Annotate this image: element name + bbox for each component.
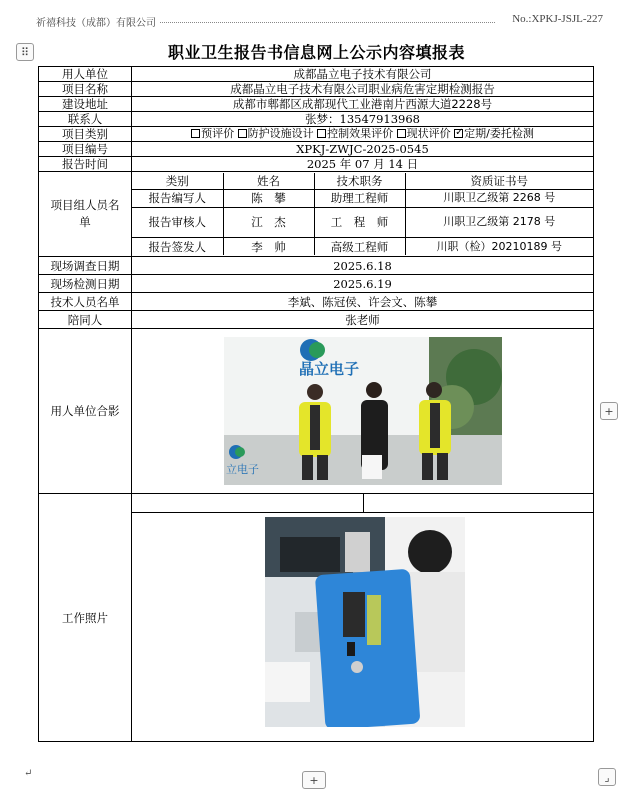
category-option-periodic-testing[interactable]: ✓ 定期/委托检测 bbox=[454, 127, 534, 140]
report-time-label: 报告时间 bbox=[39, 157, 132, 172]
project-name-value: 成都晶立电子技术有限公司职业病危害定期检测报告 bbox=[132, 82, 594, 97]
survey-date-label: 现场调查日期 bbox=[39, 257, 132, 275]
survey-date-value: 2025.6.18 bbox=[132, 257, 594, 275]
header-divider bbox=[160, 22, 495, 23]
group-photo-label: 用人单位合影 bbox=[39, 329, 132, 494]
category-option-control-eval[interactable]: 控制效果评价 bbox=[317, 127, 393, 140]
escort-value: 张老师 bbox=[132, 311, 594, 329]
checkbox-icon bbox=[397, 129, 406, 138]
team-row-cert: 川职（检）20210189 号 bbox=[405, 237, 593, 255]
team-header-role: 类别 bbox=[132, 173, 223, 190]
team-header-cert: 资质证书号 bbox=[405, 173, 593, 190]
address-value: 成都市郫都区成都现代工业港南片西源大道2228号 bbox=[132, 97, 594, 112]
team-cell bbox=[132, 172, 594, 257]
category-option-status-eval[interactable]: 现状评价 bbox=[397, 127, 451, 140]
contact-value: 张梦：13547913968 bbox=[132, 112, 594, 127]
team-row-title: 高级工程师 bbox=[314, 237, 405, 255]
team-row-cert: 川职卫乙级第 2178 号 bbox=[405, 207, 593, 237]
add-column-plus-icon[interactable]: + bbox=[600, 402, 618, 420]
disclosure-form-table bbox=[38, 66, 594, 742]
add-row-plus-icon[interactable]: + bbox=[302, 771, 326, 789]
escort-label: 陪同人 bbox=[39, 311, 132, 329]
report-time-value: 2025 年 07 月 14 日 bbox=[132, 157, 594, 172]
team-row-role: 报告审核人 bbox=[132, 207, 223, 237]
logo-text-2: 立电子 bbox=[225, 463, 259, 476]
team-row-name: 李 帅 bbox=[223, 237, 314, 255]
team-row-title: 助理工程师 bbox=[314, 189, 405, 207]
category-options bbox=[132, 127, 594, 142]
project-no-label: 项目编号 bbox=[39, 142, 132, 157]
work-photo-cell bbox=[132, 494, 594, 742]
team-header-title: 技术职务 bbox=[314, 173, 405, 190]
team-row-name: 江 杰 bbox=[223, 207, 314, 237]
table-move-handle-icon[interactable]: ⠿ bbox=[16, 43, 34, 61]
team-table bbox=[132, 173, 593, 256]
paragraph-mark: ↵ bbox=[24, 768, 33, 779]
employer-label: 用人单位 bbox=[39, 67, 132, 82]
page-title: 职业卫生报告书信息网上公示内容填报表 bbox=[167, 43, 465, 62]
category-label: 项目类别 bbox=[39, 127, 132, 142]
testing-date-value: 2025.6.19 bbox=[132, 275, 594, 293]
technicians-label: 技术人员名单 bbox=[39, 293, 132, 311]
probe-device bbox=[315, 569, 421, 727]
team-row-title: 工 程 师 bbox=[314, 207, 405, 237]
checkbox-icon bbox=[191, 129, 200, 138]
work-photo-label: 工作照片 bbox=[39, 494, 132, 742]
split-cell-divider bbox=[363, 494, 364, 512]
checkbox-icon bbox=[317, 129, 326, 138]
team-row-cert: 川职卫乙级第 2268 号 bbox=[405, 189, 593, 207]
team-label: 项目组人员名单 bbox=[39, 172, 132, 257]
table-resize-handle-icon[interactable]: ⌟ bbox=[598, 768, 616, 786]
team-row-role: 报告签发人 bbox=[132, 237, 223, 255]
logo-text: 晶立电子 bbox=[298, 360, 359, 378]
category-option-pre-eval[interactable]: 预评价 bbox=[191, 127, 234, 140]
team-header-name: 姓名 bbox=[223, 173, 314, 190]
team-row-name: 陈 攀 bbox=[223, 189, 314, 207]
address-label: 建设地址 bbox=[39, 97, 132, 112]
project-name-label: 项目名称 bbox=[39, 82, 132, 97]
group-photo-image bbox=[224, 337, 502, 485]
work-photo-image bbox=[265, 517, 465, 727]
technicians-value: 李斌、陈冠侯、许会文、陈攀 bbox=[132, 293, 594, 311]
group-photo-cell bbox=[132, 329, 594, 494]
category-option-protection-design[interactable]: 防护设施设计 bbox=[238, 127, 314, 140]
employer-value: 成都晶立电子技术有限公司 bbox=[132, 67, 594, 82]
project-no-value: XPKJ-ZWJC-2025-0545 bbox=[132, 142, 594, 157]
split-cell-baseline bbox=[132, 512, 593, 513]
contact-label: 联系人 bbox=[39, 112, 132, 127]
checkbox-checked-icon bbox=[454, 129, 463, 138]
header-doc-number: No.:XPKJ-JSJL-227 bbox=[512, 13, 603, 25]
checkbox-icon bbox=[238, 129, 247, 138]
team-row-role: 报告编写人 bbox=[132, 189, 223, 207]
header-company: 祈禧科技（成都）有限公司 bbox=[36, 18, 156, 29]
testing-date-label: 现场检测日期 bbox=[39, 275, 132, 293]
